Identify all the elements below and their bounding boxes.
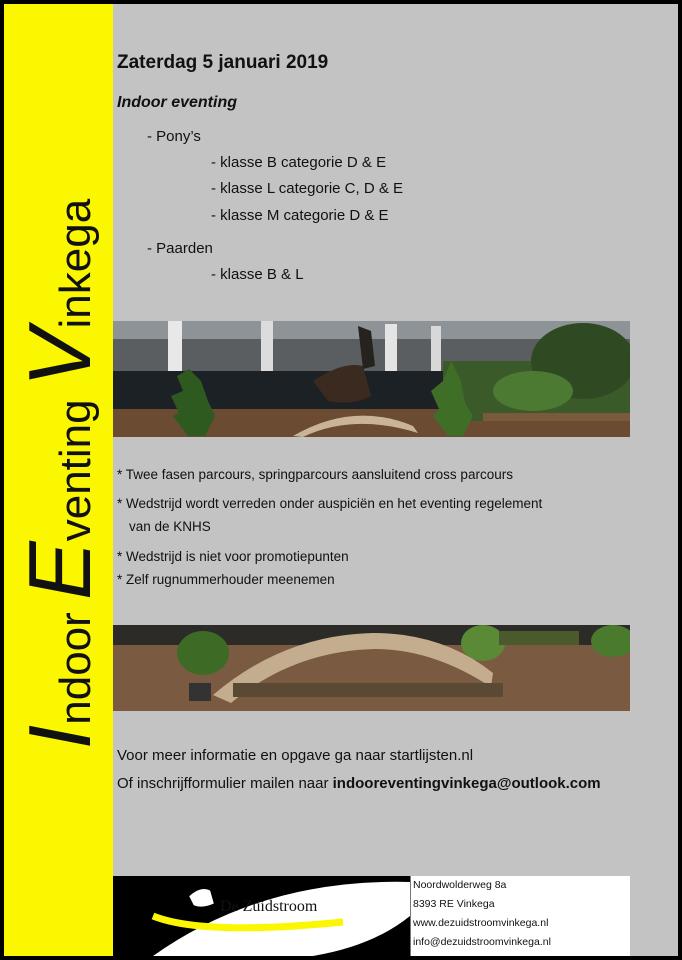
- info-bullet: * Zelf rugnummerhouder meenemen: [117, 572, 335, 587]
- info-bullet: * Twee fasen parcours, springparcours aansluitend cross parcours: [117, 467, 513, 482]
- photo-arena-jump: [113, 321, 630, 437]
- title-initial-e: E: [10, 541, 109, 600]
- event-subtitle: Indoor eventing: [117, 94, 237, 111]
- zuidstroom-logo-icon: [113, 876, 410, 956]
- program-ponies: - Pony’s: [147, 128, 201, 145]
- pony-class: - klasse L categorie C, D & E: [211, 180, 404, 197]
- pony-class: - klasse B categorie D & E: [211, 154, 387, 171]
- program-horses: - Paarden: [147, 240, 213, 257]
- title-initial-i: I: [10, 724, 109, 750]
- contact-email-link[interactable]: indooreventingvinkega@outlook.com: [332, 775, 601, 792]
- pony-class: - klasse M categorie D & E: [211, 207, 389, 224]
- title-word-vinkega: inkega: [51, 198, 100, 329]
- contact-mail-line: [117, 775, 601, 792]
- event-date: Zaterdag 5 januari 2019: [117, 52, 329, 73]
- log-obstacle-illustration: [113, 625, 630, 711]
- info-bullet: * Wedstrijd wordt verreden onder auspiciën en het eventing regelement: [117, 496, 543, 511]
- horse-class: - klasse B & L: [211, 266, 304, 283]
- address-block: [410, 876, 631, 956]
- address-line: Noordwolderweg 8a: [413, 879, 507, 891]
- sidebar: [4, 4, 113, 956]
- address-line: 8393 RE Vinkega: [413, 898, 495, 910]
- arena-jump-illustration: [113, 321, 630, 437]
- info-bullet-continuation: van de KNHS: [129, 519, 211, 534]
- sponsor-footer: [113, 876, 630, 956]
- title-initial-v: V: [10, 328, 109, 388]
- title-word-indoor: ndoor: [51, 599, 100, 725]
- photo-log-obstacle: [113, 625, 630, 711]
- main-panel: [113, 4, 678, 956]
- title-word-eventing: venting: [51, 387, 100, 542]
- contact-info-line: Voor meer informatie en opgave ga naar startlijsten.nl: [117, 747, 474, 764]
- logo-name: De Zuidstroom: [220, 898, 318, 915]
- sidebar-title: [10, 94, 110, 854]
- email-link[interactable]: info@dezuidstroomvinkega.nl: [413, 936, 551, 948]
- info-bullet: * Wedstrijd is niet voor promotiepunten: [117, 549, 349, 564]
- contact-mail-prefix: Of inschrijfformulier mailen naar: [117, 775, 333, 792]
- website-link[interactable]: www.dezuidstroomvinkega.nl: [413, 917, 549, 929]
